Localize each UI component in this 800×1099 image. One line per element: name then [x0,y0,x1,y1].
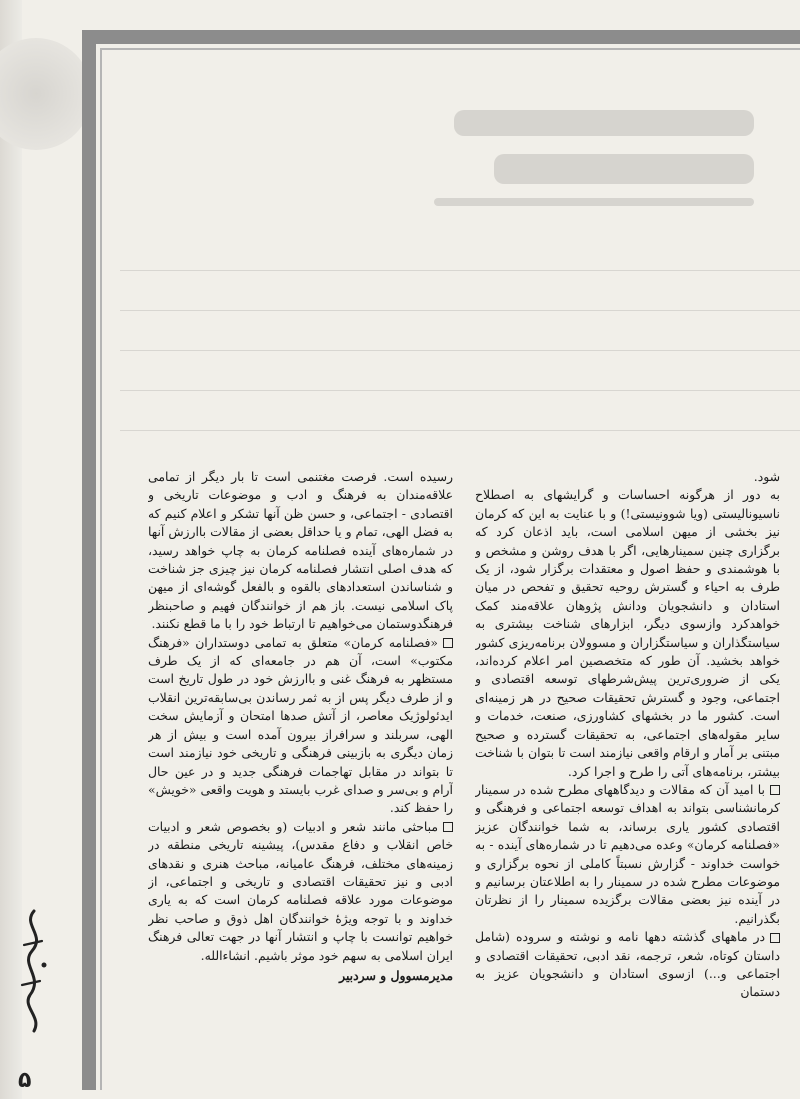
article-columns [140,468,780,1008]
faded-background-art [120,60,800,460]
faded-calligraphy [434,100,794,220]
paragraph-indent: به دور از هرگونه احساسات و گرایشهای به اصطلاح ناسیونالیستی (ویا شوونیستی!) و با عنایت به این که کرمان نیز بخشی از میهن اسلامی است، باید اذعان کرد که برگزاری چنین سمینارهایی، اگر با هدف روشن و مشخص و با هوشمندی و حفظ اصول و معتقدات برگزار شود، از یک طرف به احیاء و گسترش روحیه تحقیق و تفحص در میان استادان و دانشجویان ودانش پژوهان علاقه‌مند کمک خواهدکرد وازسوی دیگر، ابزارهای شناخت بیشتری به سیاستگذاران و سیاستگزاران و مسوولان برنامه‌ریزی کشور خواهد بخشید. آن طور که متخصصین امر اعلام کرده‌اند، یکی از ضروری‌ترین پیش‌شرطهای توسعه اقتصادی و اجتماعی، وجود و گسترش تحقیقات صحیح در هر زمینه‌ای است. کشور ما در بخشهای کشاورزی، صنعت، خدمات و سایر مقوله‌های اجتماعی، به تحقیقات گسترده و صحیح مبتنی بر آمار و ارقام واقعی نیازمند است تا بتوان با شناخت بیشتر، برنامه‌های آتی را طرح و اجرا کرد. [475,487,780,779]
paragraph [475,486,780,781]
page-number: ۵ [18,1068,32,1093]
square-bullet-icon [443,638,453,648]
paragraph: مباحثی مانند شعر و ادبیات (و بخصوص شعر و ادبیات خاص انقلاب و دفاع مقدس)، پیشینه تاریخی منطقه در زمینه‌های مختلف، فرهنگ عامیانه، مباحث هنری و نقدهای ادبی و نیز تحقیقات اقتصادی و تاریخی و اجتماعی، از موضوعات مورد علاقه فصلنامه کرمان است که به یاری خداوند و با توجه ویژهٔ خوانندگان اهل ذوق و صاحب نظر خواهیم توانست با چاپ و انتشار آنها در جهت تعالی فرهنگ ایران اسلامی به سهم خود موثر باشیم. انشاءالله. [148,818,453,963]
paragraph: با امید آن که مقالات و دیدگاههای مطرح شده در سمینار کرمانشناسی بتواند به اهداف توسعه اجتماعی و فرهنگی و اقتصادی کشور یاری برساند، به شما خوانندگان عزیز «فصلنامه کرمان» وعده می‌دهیم تا در شماره‌های آینده - به خواست خداوند - گزارش نسبتاً کاملی از نحوه برگزاری و موضوعات مطرح شده در سمینار را به اطلاعتان برسانیم و در آینده نیز بعضی مقالات برگزیده سمینار را از نظرتان بگذرانیم. [475,781,780,926]
faded-circle-graphic [0,38,92,150]
kerman-logo [14,905,54,1055]
paragraph: شود. [753,469,780,484]
column-right [475,468,780,1008]
column-left [148,468,453,1008]
paragraph: رسیده است. فرصت مغتنمی است تا بار دیگر از تمامی علاقه‌مندان به فرهنگ و ادب و موضوعات تاریخی و اقتصادی - اجتماعی، و حسن ظن آنها تشکر و اعلام کنیم که به فضل الهی، تمام و یا حداقل بعضی از مقالات باارزش آنها در شماره‌های آینده فصلنامه کرمان به چاپ خواهد رسید، که هدف اصلی انتشار فصلنامه کرمان نیز چیزی جز شناخت و شناساندن استعدادهای بالقوه و بالفعل گوشه‌ای از میهن پاک اسلامی نیست. باز هم از خوانندگان فهیم و صاحبنظر فرهنگدوستمان می‌خواهیم تا ارتباط خود را با ما قطع نکنند. [148,469,453,632]
signature: مدیرمسوول و سردبیر [339,967,453,983]
square-bullet-icon [443,822,453,832]
square-bullet-icon [770,785,780,795]
square-bullet-icon [770,933,780,943]
paragraph: «فصلنامه کرمان» متعلق به تمامی دوستداران «فرهنگ مکتوب» است، آن هم در جامعه‌ای که از یک طرف مستظهر به فرهنگ غنی و باارزش خود در طول تاریخ است و از طرف دیگر پس از به ثمر رساندن بی‌سابقه‌ترین انقلاب ایدئولوژیک معاصر، از آتش صدها امتحان و آزمایش سخت الهی، سربلند و سرافراز بیرون آمده است و بیش از هر زمان دیگری به بازبینی فرهنگی و تاریخی خود نیازمند است تا بتواند در مقابل تهاجمات فرهنگی جدید و در عین حال آرام و بی‌سر و صدای غرب بایستد و هویت واقعی «خویش» را حفظ کند. [148,634,453,816]
paragraph: در ماههای گذشته دهها نامه و نوشته و سروده (شامل داستان کوتاه، شعر، ترجمه، نقد ادبی، تحقیقات اقتصادی و اجتماعی و...) ازسوی استادان و دانشجویان عزیز به دستمان [475,929,780,1000]
